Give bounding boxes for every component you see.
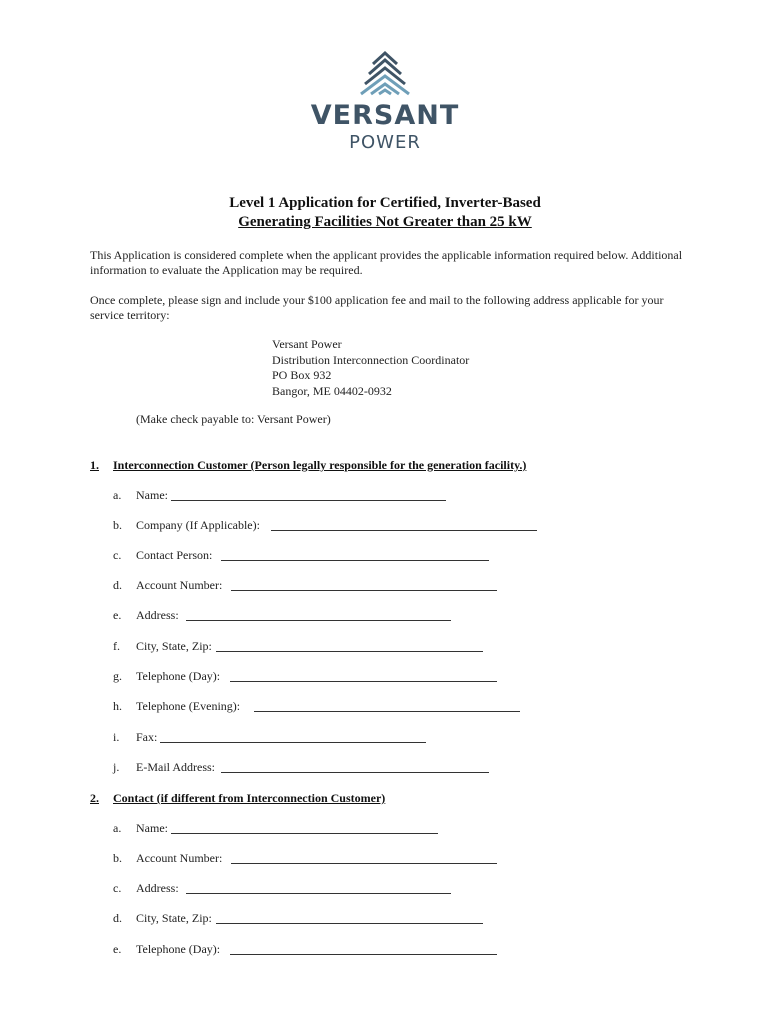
- field-label: Address:: [136, 881, 179, 895]
- section-number: 1.: [90, 458, 99, 472]
- field-label: Contact Person:: [136, 548, 213, 562]
- field-letter: e.: [113, 608, 122, 622]
- field-contact-person[interactable]: [113, 548, 491, 564]
- intro-paragraph-2: Once complete, please sign and include your $100 application fee and mail to the following address applicable for your service territory:: [90, 293, 664, 322]
- contact-field-name[interactable]: [113, 821, 440, 837]
- field-label: Address:: [136, 608, 179, 622]
- field-label: Account Number:: [136, 578, 223, 592]
- field-letter: d.: [113, 911, 122, 925]
- contact-field-address[interactable]: [113, 881, 453, 897]
- field-letter: c.: [113, 548, 122, 562]
- intro-paragraph-1: This Application is considered complete when the applicant provides the applicable information required below. Additional information to evaluate the Application may be required.: [90, 248, 683, 277]
- field-letter: i.: [113, 730, 120, 744]
- city-state-zip-input-line[interactable]: [216, 651, 483, 652]
- field-letter: b.: [113, 518, 122, 532]
- field-letter: e.: [113, 942, 122, 956]
- field-label: Name:: [136, 821, 168, 835]
- contact-telephone-day-input-line[interactable]: [230, 954, 497, 955]
- contact-field-account-number[interactable]: [113, 851, 499, 867]
- document-subtitle: Generating Facilities Not Greater than 25 kW: [238, 214, 532, 230]
- company-input-line[interactable]: [271, 530, 537, 531]
- contact-account-number-input-line[interactable]: [231, 863, 497, 864]
- field-label: Telephone (Evening):: [136, 699, 241, 713]
- address-input-line[interactable]: [186, 620, 451, 621]
- section-number: 2.: [90, 791, 99, 805]
- field-letter: a.: [113, 488, 122, 502]
- logo-sub-text: POWER: [349, 132, 421, 153]
- mailing-address: [272, 337, 469, 399]
- tree-icon: [353, 48, 417, 98]
- field-email-address[interactable]: [113, 760, 491, 776]
- field-letter: a.: [113, 821, 122, 835]
- field-label: Company (If Applicable):: [136, 518, 260, 532]
- field-fax[interactable]: [113, 730, 428, 746]
- field-label: Telephone (Day):: [136, 942, 221, 956]
- contact-city-state-zip-input-line[interactable]: [216, 923, 483, 924]
- field-label: Telephone (Day):: [136, 669, 221, 683]
- fax-input-line[interactable]: [160, 742, 426, 743]
- contact-name-input-line[interactable]: [171, 833, 438, 834]
- field-account-number[interactable]: [113, 578, 499, 594]
- field-label: City, State, Zip:: [136, 911, 212, 925]
- name-input-line[interactable]: [171, 500, 446, 501]
- contact-person-input-line[interactable]: [221, 560, 489, 561]
- contact-field-city-state-zip[interactable]: [113, 911, 485, 927]
- section-1-heading: [90, 458, 526, 473]
- field-letter: f.: [113, 639, 120, 653]
- account-number-input-line[interactable]: [231, 590, 497, 591]
- address-line: PO Box 932: [272, 368, 332, 382]
- field-telephone-day[interactable]: [113, 669, 499, 685]
- telephone-evening-input-line[interactable]: [254, 711, 520, 712]
- field-city-state-zip[interactable]: [113, 639, 485, 655]
- field-letter: h.: [113, 699, 122, 713]
- field-name[interactable]: [113, 488, 448, 504]
- field-label: Name:: [136, 488, 168, 502]
- field-telephone-evening[interactable]: [113, 699, 522, 715]
- field-label: Account Number:: [136, 851, 223, 865]
- field-letter: d.: [113, 578, 122, 592]
- address-line: Versant Power: [272, 337, 342, 351]
- document-title: Level 1 Application for Certified, Inverter-Based: [229, 195, 541, 211]
- logo-brand-text: VERSANT: [310, 100, 460, 131]
- versant-power-logo: [300, 48, 470, 158]
- contact-address-input-line[interactable]: [186, 893, 451, 894]
- field-letter: g.: [113, 669, 122, 683]
- field-letter: b.: [113, 851, 122, 865]
- field-company[interactable]: [113, 518, 539, 534]
- email-input-line[interactable]: [221, 772, 489, 773]
- address-line: Distribution Interconnection Coordinator: [272, 352, 470, 367]
- field-label: Fax:: [136, 730, 158, 744]
- address-line: Bangor, ME 04402-0932: [272, 383, 392, 398]
- field-letter: c.: [113, 881, 122, 895]
- section-heading-text: Interconnection Customer (Person legally responsible for the generation facility.): [113, 458, 527, 472]
- field-letter: j.: [113, 760, 120, 774]
- field-label: City, State, Zip:: [136, 639, 212, 653]
- contact-field-telephone-day[interactable]: [113, 942, 499, 958]
- telephone-day-input-line[interactable]: [230, 681, 497, 682]
- field-address[interactable]: [113, 608, 453, 624]
- section-heading-text: Contact (if different from Interconnection Customer): [113, 791, 386, 805]
- section-2-heading: [90, 791, 385, 806]
- field-label: E-Mail Address:: [136, 760, 215, 774]
- check-payable-note: (Make check payable to: Versant Power): [136, 412, 331, 426]
